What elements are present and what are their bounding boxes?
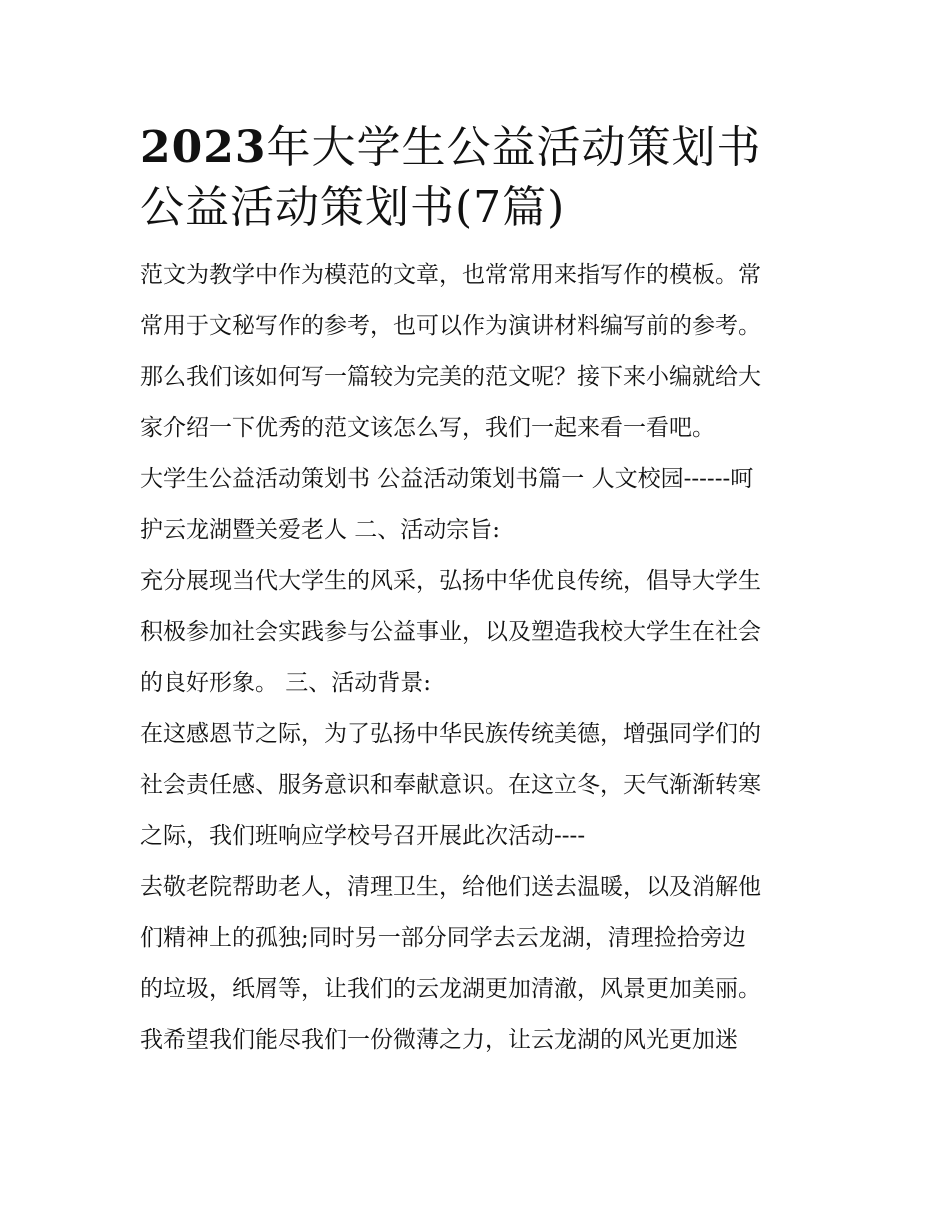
paragraph-line: 充分展现当代大学生的风采，弘扬中华优良传统，倡导大学生 [140, 568, 761, 594]
activity-paragraph [140, 862, 820, 1066]
intro-paragraph [140, 250, 820, 454]
document-content [140, 118, 820, 1066]
paragraph-line: 那么我们该如何写一篇较为完美的范文呢？接下来小编就给大 [140, 364, 761, 390]
paragraph-line: 社会责任感、服务意识和奉献意识。在这立冬，天气渐渐转寒 [140, 772, 761, 798]
paragraph-line: 们精神上的孤独;同时另一部分同学去云龙湖，清理捡拾旁边 [140, 925, 746, 951]
paragraph-line: 范文为教学中作为模范的文章，也常常用来指写作的模板。常 [140, 262, 761, 288]
title-year: 2023 [140, 122, 267, 173]
paragraph-line: 去敬老院帮助老人，清理卫生，给他们送去温暖，以及消解他 [140, 874, 761, 900]
document-title [140, 118, 820, 238]
theme-paragraph [140, 454, 820, 556]
paragraph-line: 的垃圾，纸屑等，让我们的云龙湖更加清澈，风景更加美丽。 [140, 976, 761, 1002]
paragraph-line: 积极参加社会实践参与公益事业，以及塑造我校大学生在社会 [140, 619, 761, 645]
paragraph-line: 我希望我们能尽我们一份微薄之力，让云龙湖的风光更加迷 [140, 1027, 738, 1053]
paragraph-line: 护云龙湖暨关爱老人 二、活动宗旨: [140, 517, 501, 543]
paragraph-line: 的良好形象。 三、活动背景: [140, 670, 432, 696]
title-line-1 [140, 118, 820, 178]
purpose-paragraph [140, 556, 820, 709]
paragraph-line: 在这感恩节之际，为了弘扬中华民族传统美德，增强同学们的 [140, 721, 761, 747]
paragraph-line: 之际，我们班响应学校号召开展此次活动---- [140, 823, 586, 849]
background-paragraph [140, 709, 820, 862]
title-line-2: 公益活动策划书(7篇) [140, 182, 566, 233]
paragraph-line: 常用于文秘写作的参考，也可以作为演讲材料编写前的参考。 [140, 313, 761, 339]
paragraph-line: 家介绍一下优秀的范文该怎么写，我们一起来看一看吧。 [140, 415, 715, 441]
paragraph-line: 大学生公益活动策划书 公益活动策划书篇一 人文校园------呵 [140, 466, 754, 492]
title-line-1-text: 年大学生公益活动策划书 [266, 122, 762, 173]
